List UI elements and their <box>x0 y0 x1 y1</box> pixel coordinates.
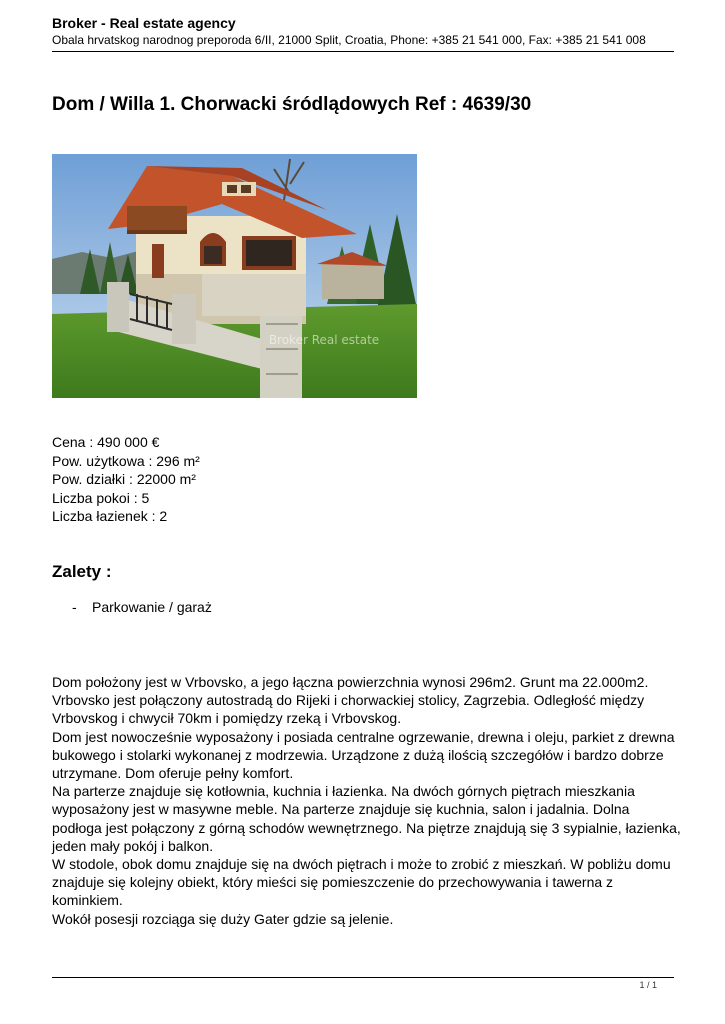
fact-usable-area: Pow. użytkowa : 296 m² <box>52 452 200 469</box>
page-header <box>52 14 674 48</box>
property-facts <box>52 433 200 526</box>
advantages-list <box>52 599 212 615</box>
fact-price: Cena : 490 000 € <box>52 434 160 450</box>
listing-title: Dom / Willa 1. Chorwacki śródlądowych Ref : 4639/30 <box>52 94 532 115</box>
description-paragraph: Dom położony jest w Vrbovsko, a jego łączna powierzchnia wynosi 296m2. Grunt ma 22.000m2. Vrbovsko jest połączony autostradą do Rijeki i chorwackiej stolicy, Zagrzebia. Odległość między Vrbovskog i chwycił 70km i pomiędzy rzeką i Vrbovskog. <box>52 674 649 727</box>
description-paragraph: Dom jest nowocześnie wyposażony i posiada centralne ogrzewanie, drewna i oleju, parkiet z drewna bukowego i stolarki wykonanej z modrzewia. Urządzone z dużą ilością szczegółów i bardzo dobrze utrzymane. Dom oferuje pełny komfort. <box>52 728 675 782</box>
fact-bathrooms: Liczba łazienek : 2 <box>52 508 168 524</box>
description-paragraph: Wokół posesji rozciąga się duży Gater gdzie są jelenie. <box>52 910 394 927</box>
property-description <box>52 673 682 928</box>
agency-address: Obala hrvatskog narodnog preporoda 6/II, 21000 Split, Croatia, Phone: +385 21 541 000, Fax: +385 21 541 008 <box>52 33 646 47</box>
page-number: 1 / 1 <box>639 980 657 990</box>
fact-rooms: Liczba pokoi : 5 <box>52 489 150 506</box>
bullet-dash: - <box>72 599 77 615</box>
advantage-label: Parkowanie / garaż <box>92 599 212 615</box>
advantages-heading: Zalety : <box>52 562 112 581</box>
fact-plot-area: Pow. działki : 22000 m² <box>52 471 196 487</box>
header-divider <box>52 51 674 52</box>
description-paragraph: Na parterze znajduje się kotłownia, kuchnia i łazienka. Na dwóch górnych piętrach mieszkania wyposażony jest w masywne meble. Na parterze znajduje się kuchnia, salon i jadalnia. Dolna podłoga jest połączony z górną schodów wewnętrznego. Na piętrze znajdują się 3 sypialnie, łazienka, jeden mały pokój i balkon. <box>52 783 681 854</box>
description-paragraph: W stodole, obok domu znajduje się na dwóch piętrach i może to zrobić z mieszkań. W pobliżu domu znajduje się kolejny obiekt, który mieści się pomieszczenie do przechowywania i tawerna z kominkiem. <box>52 856 671 909</box>
list-item <box>52 599 212 615</box>
agency-name: Broker - Real estate agency <box>52 15 236 31</box>
footer-divider <box>52 977 674 978</box>
photo-watermark: Broker Real estate <box>268 333 380 347</box>
property-photo <box>52 154 417 398</box>
